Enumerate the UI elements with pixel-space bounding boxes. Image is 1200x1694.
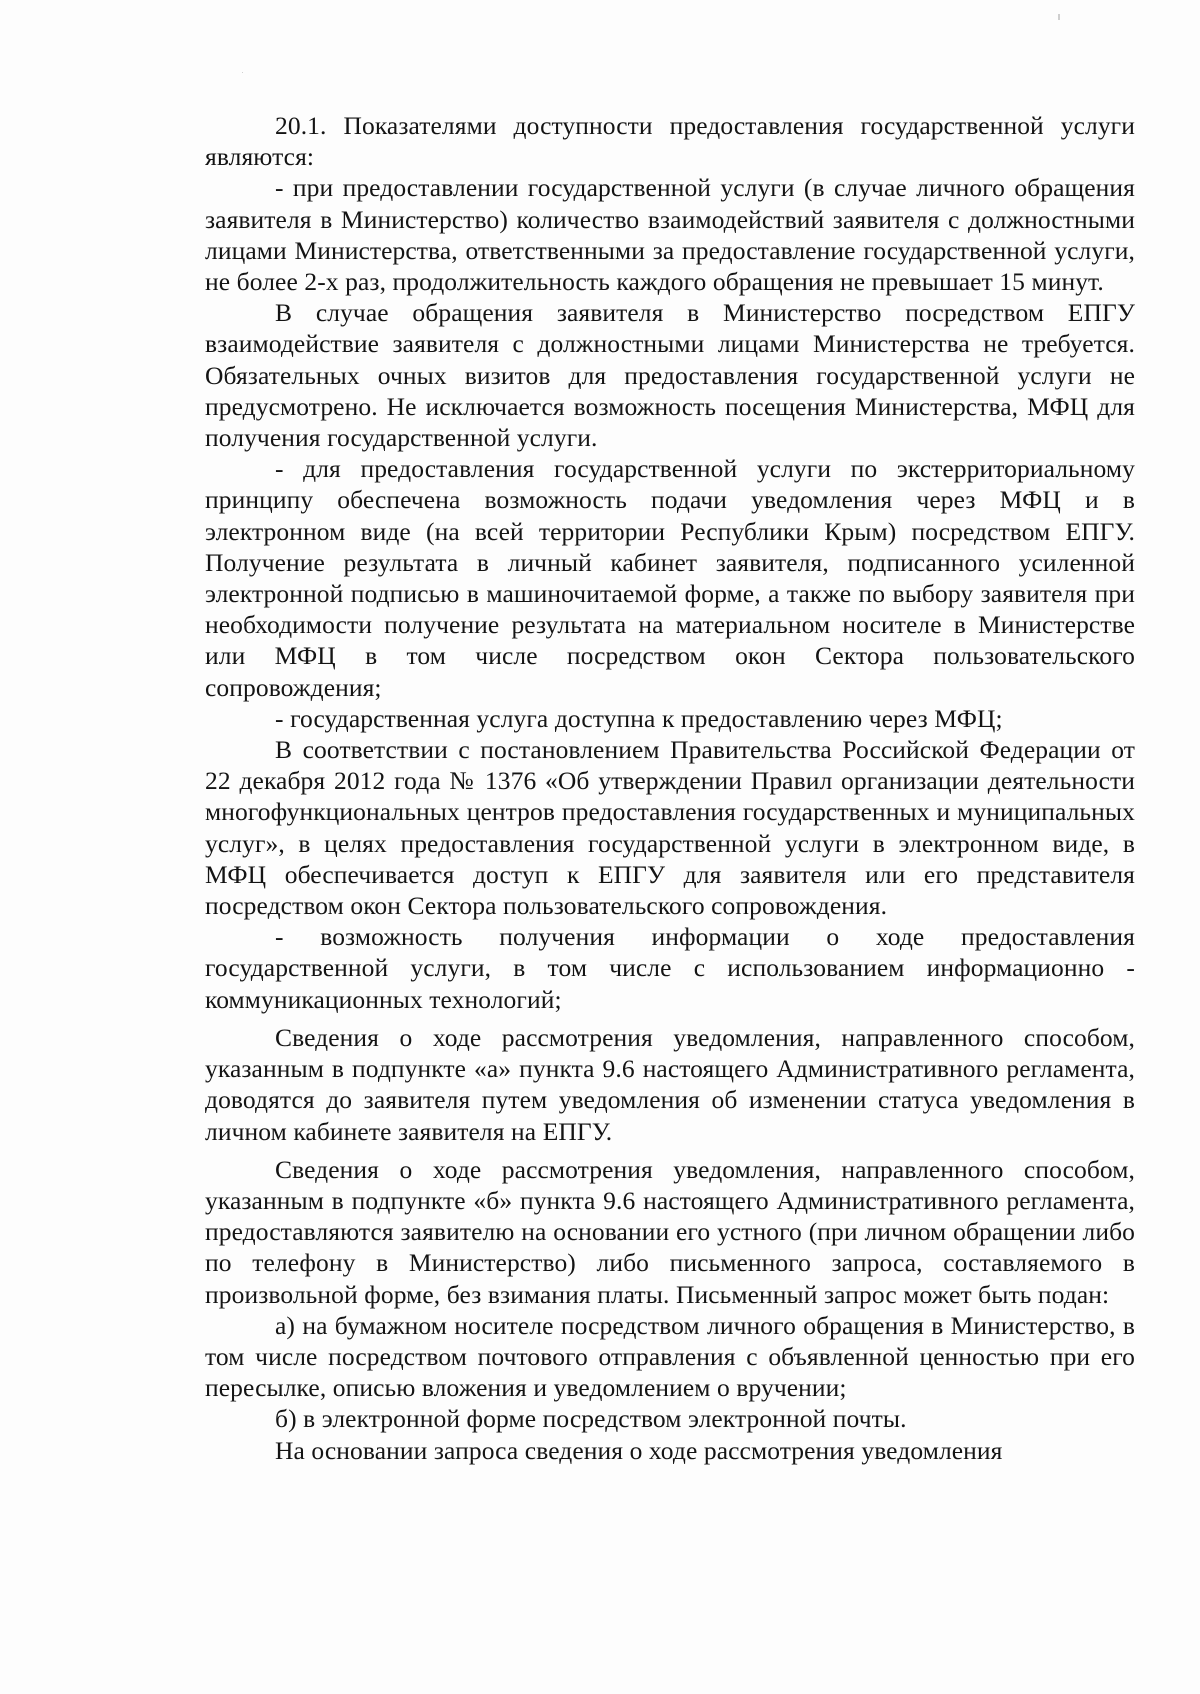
paragraph-20-1: 20.1. Показателями доступности предоставления государственной услуги являются: bbox=[205, 111, 1135, 172]
paragraph-status-request: Сведения о ходе рассмотрения уведомления, направленного способом, указанным в подпункте «б» пункта 9.6 настоящего Административного регламента, предоставляются заявителю на основании его устного (при личном обращении либо по телефону в Министерство) либо письменного запроса, составляемого в произвольной форме, без взимания платы. Письменный запрос может быть подан: bbox=[205, 1154, 1135, 1309]
paragraph-option-a: а) на бумажном носителе посредством личного обращения в Министерство, в том числе посредством почтового отправления с объявленной ценностью при его пересылке, описью вложения и уведомлением о вручении; bbox=[205, 1310, 1135, 1403]
document-body bbox=[205, 110, 1135, 1466]
paragraph-personal-visit: - при предоставлении государственной услуги (в случае личного обращения заявителя в Министерство) количество взаимодействий заявителя с должностными лицами Министерства, ответственными за предоставление государственной услуги, не более 2-х раз, продолжительность каждого обращения не превышает 15 минут. bbox=[205, 173, 1135, 297]
paragraph-option-b: б) в электронной форме посредством электронной почты. bbox=[275, 1404, 907, 1434]
paragraph-progress-info: - возможность получения информации о ходе предоставления государственной услуги, в том числе с использованием информационно - коммуникационных технологий; bbox=[205, 922, 1135, 1014]
paragraph-mfc-availability: - государственная услуга доступна к предоставлению через МФЦ; bbox=[275, 703, 1003, 733]
scan-speck bbox=[242, 72, 243, 73]
scan-speck bbox=[1058, 14, 1060, 20]
paragraph-extraterritorial: - для предоставления государственной услуги по экстерриториальному принципу обеспечена возможность подачи уведомления через МФЦ и в электронном виде (на всей территории Республики Крым) посредством ЕПГУ. Получение результата в личный кабинет заявителя, подписанного усиленной электронной подписью в машиночитаемой форме, а также по выбору заявителя при необходимости получение результата на материальном носителе в Министерстве или МФЦ в том числе посредством окон Сектора пользовательского сопровождения; bbox=[205, 454, 1135, 702]
paragraph-status-epgu: Сведения о ходе рассмотрения уведомления, направленного способом, указанным в подпункте «а» пункта 9.6 настоящего Административного регламента, доводятся до заявителя путем уведомления об изменении статуса уведомления в личном кабинете заявителя на ЕПГУ. bbox=[205, 1022, 1135, 1146]
paragraph-epgu-interaction: В случае обращения заявителя в Министерство посредством ЕПГУ взаимодействие заявителя с должностными лицами Министерства не требуется. Обязательных очных визитов для предоставления государственной услуги не предусмотрено. Не исключается возможность посещения Министерства, МФЦ для получения государственной услуги. bbox=[205, 298, 1135, 453]
paragraph-request-basis: На основании запроса сведения о ходе рассмотрения уведомления bbox=[275, 1435, 1003, 1465]
paragraph-government-decree: В соответствии с постановлением Правительства Российской Федерации от 22 декабря 2012 года № 1376 «Об утверждении Правил организации деятельности многофункциональных центров предоставления государственных и муниципальных услуг», в целях предоставления государственной услуги в электронном виде, в МФЦ обеспечивается доступ к ЕПГУ для заявителя или его представителя посредством окон Сектора пользовательского сопровождения. bbox=[205, 735, 1135, 921]
